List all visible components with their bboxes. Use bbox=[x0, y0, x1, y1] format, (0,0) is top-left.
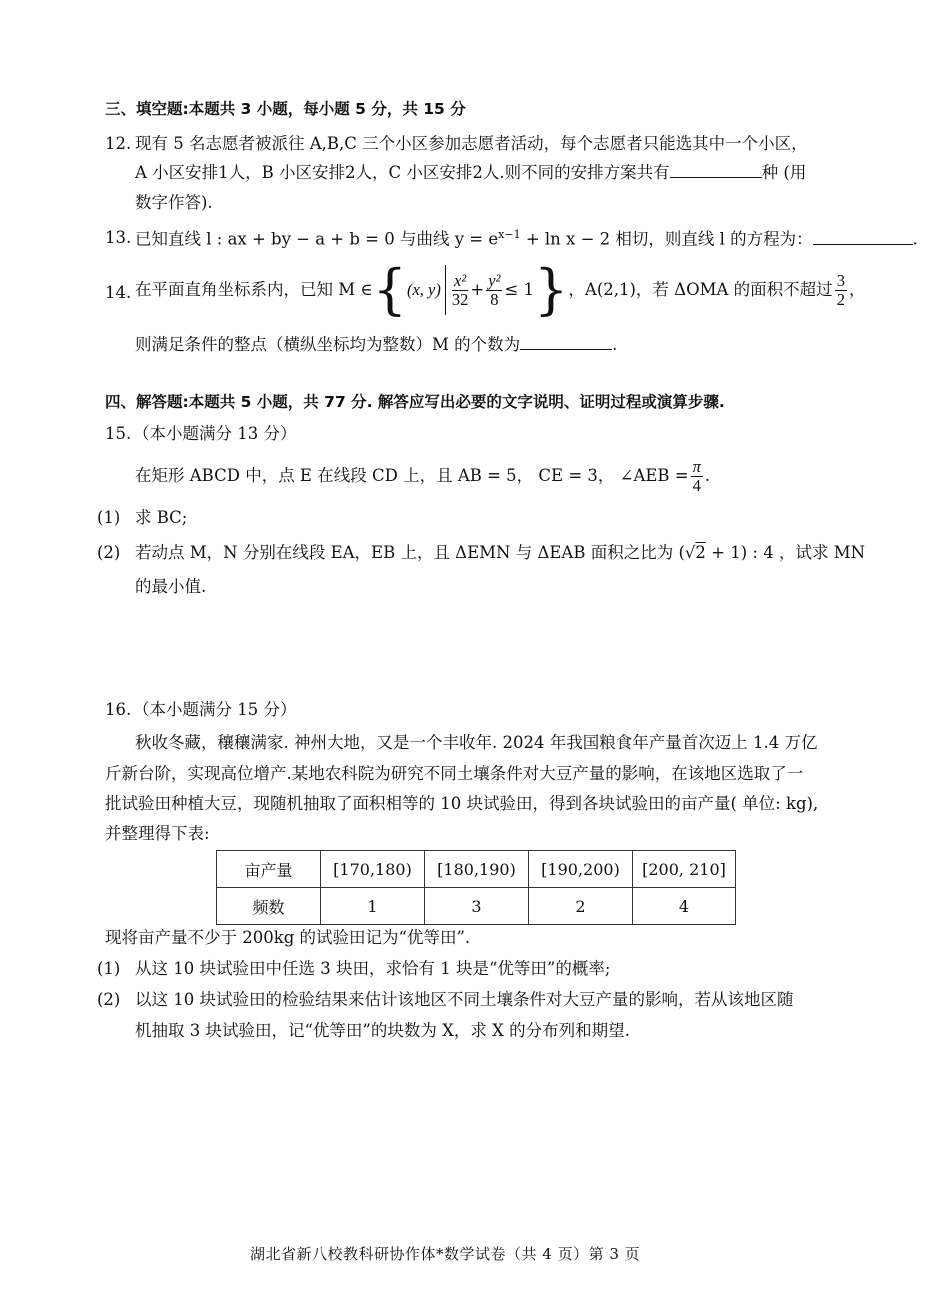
q14-line2 bbox=[135, 335, 617, 355]
table-cell: [180,190) bbox=[425, 851, 529, 888]
table-row bbox=[217, 888, 736, 925]
q16-paragraph-line3: 批试验田种植大豆，现随机抽取了面积相等的 10 块试验田，得到各块试验田的亩产量( 单位: kg), bbox=[105, 794, 819, 813]
q13-number: 13. bbox=[105, 228, 132, 247]
q13-text-b: + ln x − 2 相切，则直线 l 的方程为： bbox=[520, 229, 813, 249]
q16-paragraph-line2: 斤新台阶，实现高位增产.某地农科院为研究不同土壤条件对大豆产量的影响，在该地区选取了一 bbox=[105, 764, 804, 783]
table-cell: 3 bbox=[425, 888, 529, 925]
q13-answer-blank[interactable] bbox=[813, 230, 913, 245]
q16-part2-line1: 以这 10 块试验田的检验结果来估计该地区不同土壤条件对大豆产量的影响，若从该地区随 bbox=[135, 990, 794, 1009]
q15-frac-den: 4 bbox=[692, 475, 701, 495]
section3-heading: 三、填空题:本题共 3 小题，每小题 5 分，共 15 分 bbox=[105, 100, 466, 118]
q14-inequality: ≤ 1 bbox=[504, 280, 535, 300]
q14-frac2-num: y² bbox=[488, 271, 501, 291]
q15-part2-line1 bbox=[135, 543, 865, 563]
table-cell: [170,180) bbox=[321, 851, 425, 888]
q14-frac3-den: 2 bbox=[836, 289, 845, 309]
q13-end: . bbox=[912, 229, 918, 249]
left-brace-symbol: { bbox=[372, 257, 407, 321]
q14-number: 14. bbox=[105, 283, 132, 302]
q16-paragraph-line1: 秋收冬藏，穰穰满家. 神州大地，又是一个丰收年. 2024 年我国粮食年产量首次迈上 1.4 万亿 bbox=[135, 733, 818, 752]
section4-heading: 四、解答题:本题共 5 小题，共 77 分. 解答应写出必要的文字说明、证明过程或演算步骤. bbox=[105, 393, 725, 411]
q15-stem-text: 在矩形 ABCD 中，点 E 在线段 CD 上，且 AB = 5， CE = 3， ∠AEB = bbox=[135, 466, 689, 486]
q12-line1: 现有 5 名志愿者被派往 A,B,C 三个小区参加志愿者活动，每个志愿者只能选其中一个小区， bbox=[135, 134, 808, 153]
q12-line2 bbox=[135, 163, 806, 183]
q12-line2-end: 种 (用 bbox=[761, 163, 807, 182]
table-cell: 1 bbox=[321, 888, 425, 925]
q16-score: （本小题满分 15 分） bbox=[133, 700, 297, 719]
q14-line2-text: 则满足条件的整点（横纵坐标均为整数）M 的个数为 bbox=[135, 335, 521, 354]
q15-part2-text-a: 若动点 M，N 分别在线段 EA，EB 上，且 ΔEMN 与 ΔEAB 面积之比为 ( bbox=[135, 543, 685, 562]
q13-text bbox=[135, 228, 918, 249]
q12-line3: 数字作答). bbox=[135, 193, 213, 212]
q15-angle-fraction bbox=[691, 458, 703, 494]
q15-part1-number: (1) bbox=[97, 508, 121, 527]
table-cell: 2 bbox=[529, 888, 633, 925]
sqrt-symbol: √ bbox=[684, 543, 696, 562]
q15-part2-number: (2) bbox=[97, 543, 121, 562]
q15-sqrt-value: 2 bbox=[695, 543, 706, 562]
q14-fraction-area bbox=[835, 272, 847, 308]
q16-part2-line2: 机抽取 3 块试验田，记“优等田”的块数为 X，求 X 的分布列和期望. bbox=[135, 1021, 630, 1040]
q14-text-b: ，A(2,1)，若 ΔOMA 的面积不超过 bbox=[568, 280, 833, 300]
q12-number: 12. bbox=[105, 134, 132, 153]
q16-part1-text: 从这 10 块试验田中任选 3 块田，求恰有 1 块是“优等田”的概率; bbox=[135, 959, 611, 978]
q14-fraction-y bbox=[486, 272, 502, 308]
q15-score: （本小题满分 13 分） bbox=[133, 424, 297, 443]
q15-stem-end: . bbox=[704, 466, 711, 486]
q14-frac1-num: x² bbox=[452, 272, 469, 290]
table-cell: 频数 bbox=[217, 888, 321, 925]
q16-part2-number: (2) bbox=[97, 990, 121, 1009]
table-cell: [200, 210] bbox=[633, 851, 736, 888]
q14-text-a: 在平面直角坐标系内，已知 M ∈ bbox=[135, 280, 373, 300]
q13-exponent: x−1 bbox=[498, 228, 521, 241]
table-header-row bbox=[217, 851, 736, 888]
table-cell: [190,200) bbox=[529, 851, 633, 888]
q14-answer-blank[interactable] bbox=[520, 335, 612, 350]
q14-frac2-den: 8 bbox=[490, 289, 499, 309]
page-footer: 湖北省新八校教科研协作体*数学试卷（共 4 页）第 3 页 bbox=[250, 1245, 641, 1263]
q14-frac3-num: 3 bbox=[836, 271, 845, 291]
q12-answer-blank[interactable] bbox=[670, 163, 762, 178]
q16-number: 16. bbox=[105, 700, 132, 719]
table-cell: 4 bbox=[633, 888, 736, 925]
q15-part2-line2: 的最小值. bbox=[135, 577, 207, 596]
q14-fraction-x bbox=[452, 272, 469, 308]
q15-part1-text: 求 BC; bbox=[135, 508, 188, 527]
set-divider bbox=[445, 265, 446, 315]
q12-line2-text: A 小区安排1人，B 小区安排2人，C 小区安排2人.则不同的安排方案共有 bbox=[135, 163, 670, 182]
yield-frequency-table bbox=[216, 850, 736, 925]
q14-end: . bbox=[612, 335, 618, 354]
q14-frac1-den: 32 bbox=[451, 289, 469, 309]
right-brace-symbol: } bbox=[534, 257, 569, 321]
q16-note: 现将亩产量不少于 200kg 的试验田记为“优等田”. bbox=[105, 928, 471, 947]
q14-set-variable: (x, y) bbox=[406, 280, 441, 300]
q13-text-a: 已知直线 l : ax + by − a + b = 0 与曲线 y = e bbox=[135, 229, 499, 249]
q16-paragraph-line4: 并整理得下表: bbox=[105, 824, 210, 843]
q14-comma: ， bbox=[848, 280, 866, 300]
q14-plus: + bbox=[470, 280, 485, 300]
q14-line1 bbox=[135, 258, 865, 322]
q15-stem bbox=[135, 456, 710, 496]
q15-number: 15. bbox=[105, 424, 132, 443]
table-cell: 亩产量 bbox=[217, 851, 321, 888]
q15-frac-num: π bbox=[692, 457, 701, 477]
q15-part2-text-b: + 1) : 4 ，试求 MN bbox=[705, 543, 866, 562]
q16-part1-number: (1) bbox=[97, 959, 121, 978]
